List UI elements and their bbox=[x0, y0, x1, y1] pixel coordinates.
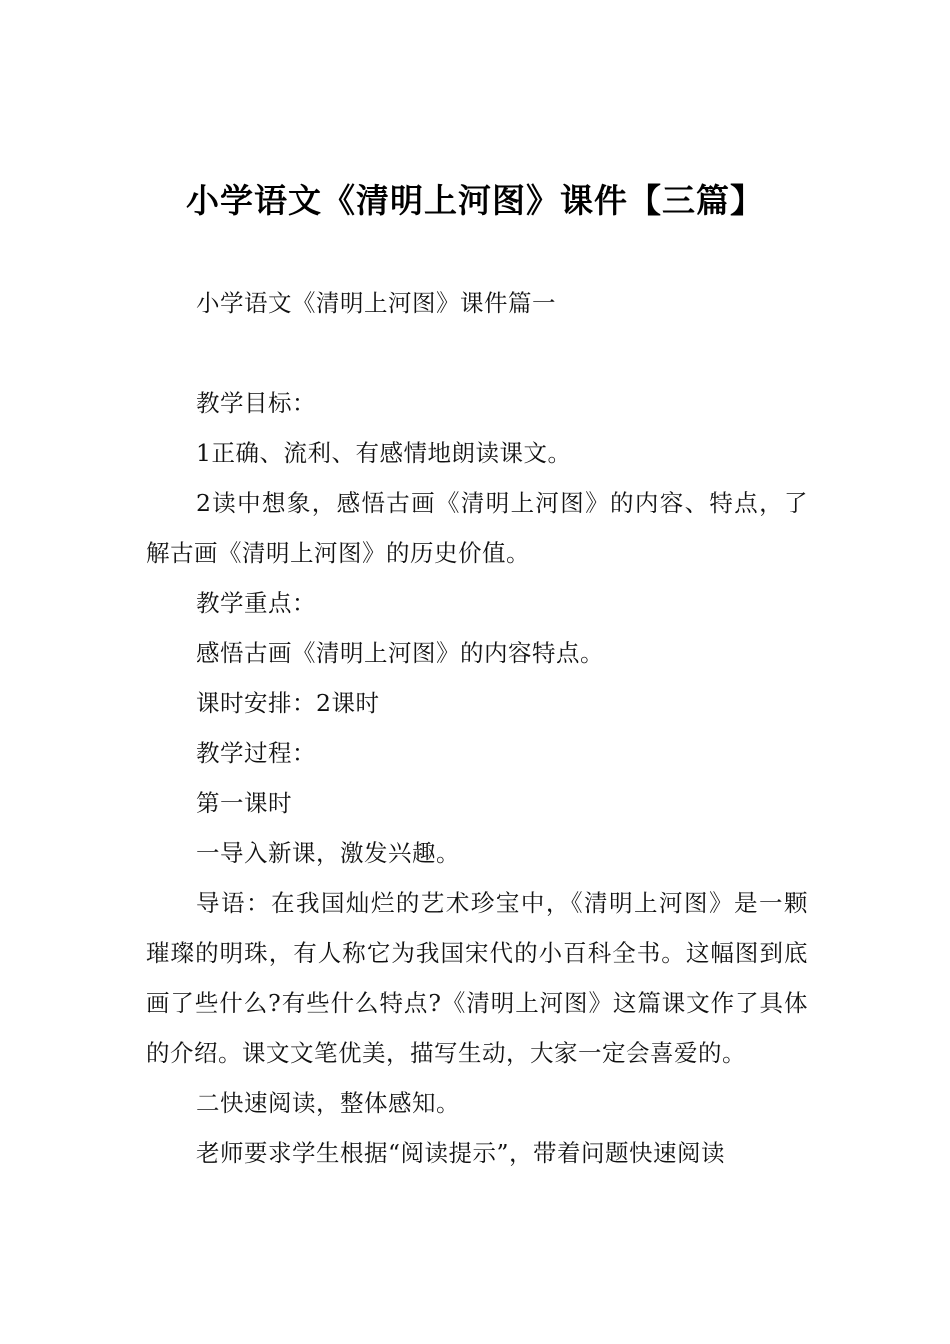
paragraph-schedule: 课时安排：2课时 bbox=[196, 689, 380, 717]
paragraph-key-points-label: 教学重点： bbox=[196, 589, 316, 617]
paragraph-goal-1: 1正确、流利、有感情地朗读课文。 bbox=[196, 439, 572, 467]
paragraph-goal-2: 2读中想象，感悟古画《清明上河图》的内容、特点，了解古画《清明上河图》的历史价值。 bbox=[146, 489, 808, 567]
paragraph-reading-instructions: 老师要求学生根据“阅读提示”，带着问题快速阅读 bbox=[196, 1139, 726, 1167]
document-title: 小学语文《清明上河图》课件【三篇】 bbox=[186, 181, 764, 220]
paragraph-teaching-goals-label: 教学目标： bbox=[196, 389, 316, 417]
paragraph-first-lesson: 第一课时 bbox=[196, 789, 292, 817]
section-heading: 小学语文《清明上河图》课件篇一 bbox=[196, 289, 556, 317]
paragraph-key-point: 感悟古画《清明上河图》的内容特点。 bbox=[196, 639, 604, 667]
paragraph-introduction: 导语：在我国灿烂的艺术珍宝中，《清明上河图》是一颗璀璨的明珠，有人称它为我国宋代的小百科全书。这幅图到底画了些什么?有些什么特点?《清明上河图》这篇课文作了具体的介绍。课文文笔优美，描写生动，大家一定会喜爱的。 bbox=[146, 889, 808, 1067]
paragraph-step-1: 一导入新课，激发兴趣。 bbox=[196, 839, 460, 867]
paragraph-process-label: 教学过程： bbox=[196, 739, 316, 767]
paragraph-step-2: 二快速阅读，整体感知。 bbox=[196, 1089, 460, 1117]
blank-line bbox=[146, 328, 808, 378]
document-body bbox=[146, 278, 808, 1178]
